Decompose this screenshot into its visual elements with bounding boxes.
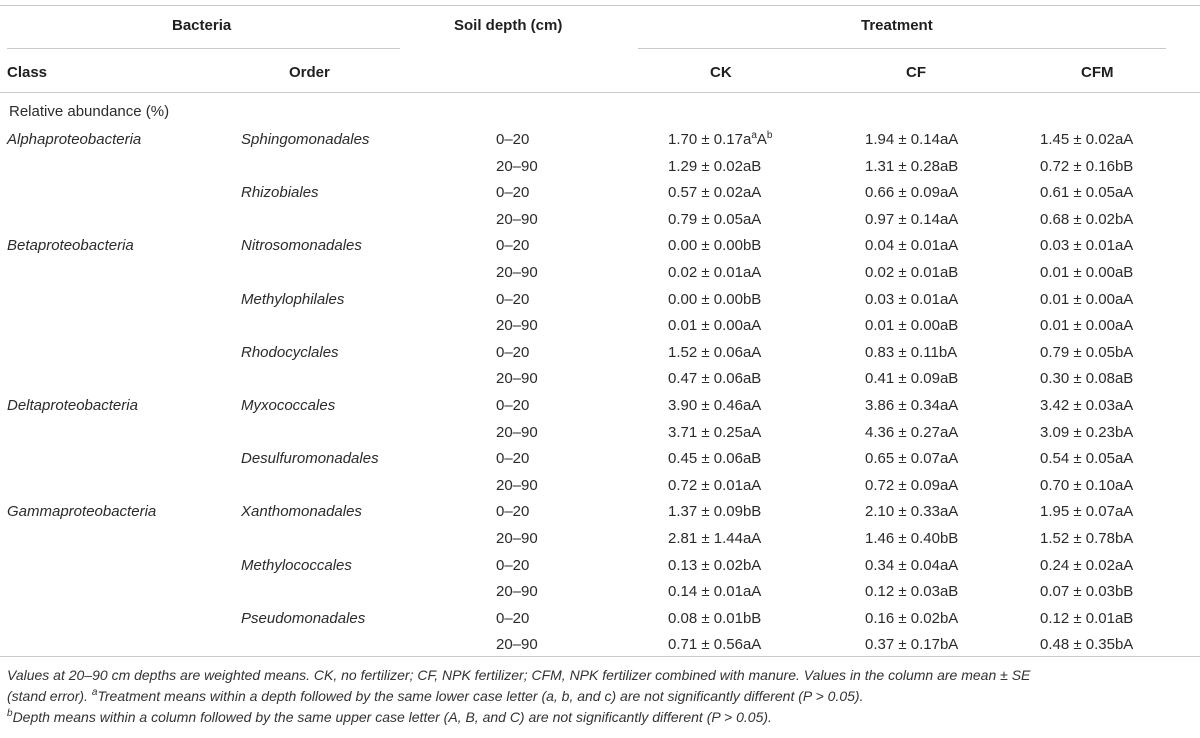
- cf-cell: 0.34 ± 0.04aA: [865, 557, 959, 574]
- class-cell: Gammaproteobacteria: [7, 503, 157, 520]
- header-bacteria: Bacteria: [172, 17, 232, 34]
- order-cell: Desulfuromonadales: [241, 450, 379, 467]
- ck-cell: 0.00 ± 0.00bB: [668, 237, 762, 254]
- footnote-2-text: Treatment means within a depth followed by the same lower case letter (a, b, and c) are not significantly different (P > 0.05).: [97, 688, 864, 704]
- cf-cell: 0.41 ± 0.09aB: [865, 370, 959, 387]
- cfm-cell: 0.01 ± 0.00aA: [1040, 291, 1134, 308]
- cf-cell: 0.83 ± 0.11bA: [865, 344, 958, 361]
- cf-cell: 0.37 ± 0.17bA: [865, 636, 959, 653]
- depth-cell: 20–90: [496, 211, 538, 228]
- order-cell: Rhizobiales: [241, 184, 319, 201]
- ck-cell: 0.13 ± 0.02bA: [668, 557, 762, 574]
- depth-cell: 0–20: [496, 450, 530, 467]
- cf-cell: 1.46 ± 0.40bB: [865, 530, 959, 547]
- depth-cell: 0–20: [496, 184, 530, 201]
- depth-cell: 20–90: [496, 317, 538, 334]
- ck-cell: 1.52 ± 0.06aA: [668, 344, 762, 361]
- cf-cell: 4.36 ± 0.27aA: [865, 424, 959, 441]
- depth-cell: 0–20: [496, 344, 530, 361]
- ck-cell: 0.72 ± 0.01aA: [668, 477, 762, 494]
- order-cell: Methylococcales: [241, 557, 352, 574]
- ck-cell: [668, 131, 772, 149]
- footnote-2-prefix: (stand error).: [7, 688, 88, 704]
- header-soil-depth: Soil depth (cm): [454, 17, 563, 34]
- footnote-line-3: [7, 707, 772, 727]
- cfm-cell: 1.52 ± 0.78bA: [1040, 530, 1134, 547]
- cfm-cell: 0.03 ± 0.01aA: [1040, 237, 1134, 254]
- cfm-cell: 1.95 ± 0.07aA: [1040, 503, 1134, 520]
- cf-cell: 2.10 ± 0.33aA: [865, 503, 959, 520]
- ck-cell: 1.37 ± 0.09bB: [668, 503, 762, 520]
- cf-cell: 0.66 ± 0.09aA: [865, 184, 959, 201]
- ck-cell: 0.57 ± 0.02aA: [668, 184, 762, 201]
- depth-cell: 20–90: [496, 636, 538, 653]
- depth-cell: 20–90: [496, 477, 538, 494]
- cf-cell: 1.31 ± 0.28aB: [865, 158, 959, 175]
- ck-cell: 0.47 ± 0.06aB: [668, 370, 762, 387]
- depth-cell: 20–90: [496, 583, 538, 600]
- cfm-cell: 3.09 ± 0.23bA: [1040, 424, 1134, 441]
- cfm-cell: 0.68 ± 0.02bA: [1040, 211, 1134, 228]
- cfm-cell: 0.30 ± 0.08aB: [1040, 370, 1134, 387]
- order-cell: Nitrosomonadales: [241, 237, 362, 254]
- cfm-cell: 0.07 ± 0.03bB: [1040, 583, 1134, 600]
- footnote-line-2: [7, 686, 863, 706]
- ck-cell: 0.14 ± 0.01aA: [668, 583, 762, 600]
- ck-cell: 3.90 ± 0.46aA: [668, 397, 762, 414]
- footnote-3-marker: b: [7, 708, 13, 719]
- cfm-cell: 0.24 ± 0.02aA: [1040, 557, 1134, 574]
- ck-cell: 0.01 ± 0.00aA: [668, 317, 762, 334]
- header-cfm: CFM: [1081, 64, 1114, 81]
- depth-cell: 0–20: [496, 397, 530, 414]
- ck-cell: 2.81 ± 1.44aA: [668, 530, 762, 547]
- cfm-cell: 0.12 ± 0.01aB: [1040, 610, 1134, 627]
- ck-cell: 0.00 ± 0.00bB: [668, 291, 762, 308]
- cf-cell: 0.12 ± 0.03aB: [865, 583, 959, 600]
- header-class: Class: [7, 64, 48, 81]
- cfm-cell: 0.61 ± 0.05aA: [1040, 184, 1134, 201]
- order-cell: Xanthomonadales: [241, 503, 362, 520]
- footnote-marker-a: a: [751, 130, 757, 141]
- bacteria-span-rule: [7, 48, 400, 49]
- section-label: Relative abundance (%): [9, 103, 170, 120]
- ck-cell: 0.08 ± 0.01bB: [668, 610, 762, 627]
- cf-cell: 0.72 ± 0.09aA: [865, 477, 959, 494]
- cfm-cell: 0.54 ± 0.05aA: [1040, 450, 1134, 467]
- ck-first-depth-letter: A: [756, 131, 767, 148]
- depth-cell: 0–20: [496, 291, 530, 308]
- footnote-marker-b: b: [766, 130, 773, 141]
- footnote-line-1: Values at 20–90 cm depths are weighted means. CK, no fertilizer; CF, NPK fertilizer; CFM, NPK fertilizer combined with manure. Values in the column are mean ± SE: [7, 667, 1031, 683]
- class-cell: Betaproteobacteria: [7, 237, 134, 254]
- cf-cell: 0.02 ± 0.01aB: [865, 264, 959, 281]
- depth-cell: 0–20: [496, 131, 530, 148]
- treatment-span-rule: [638, 48, 1166, 49]
- ck-cell: 0.02 ± 0.01aA: [668, 264, 762, 281]
- header-rule: [0, 92, 1200, 93]
- depth-cell: 20–90: [496, 158, 538, 175]
- cf-cell: 0.03 ± 0.01aA: [865, 291, 959, 308]
- cf-cell: 0.16 ± 0.02bA: [865, 610, 959, 627]
- cfm-cell: 0.48 ± 0.35bA: [1040, 636, 1134, 653]
- cf-cell: 0.01 ± 0.00aB: [865, 317, 959, 334]
- depth-cell: 0–20: [496, 610, 530, 627]
- ck-cell: 1.29 ± 0.02aB: [668, 158, 762, 175]
- order-cell: Rhodocyclales: [241, 344, 339, 361]
- depth-cell: 20–90: [496, 530, 538, 547]
- header-order: Order: [289, 64, 330, 81]
- ck-first-value: 1.70 ± 0.17a: [668, 131, 752, 148]
- depth-cell: 0–20: [496, 557, 530, 574]
- ck-cell: 3.71 ± 0.25aA: [668, 424, 762, 441]
- header-ck: CK: [710, 64, 732, 81]
- depth-cell: 0–20: [496, 503, 530, 520]
- cfm-cell: 0.72 ± 0.16bB: [1040, 158, 1134, 175]
- depth-cell: 20–90: [496, 370, 538, 387]
- ck-cell: 0.79 ± 0.05aA: [668, 211, 762, 228]
- order-cell: Methylophilales: [241, 291, 345, 308]
- ck-cell: 0.71 ± 0.56aA: [668, 636, 762, 653]
- cf-cell: 0.97 ± 0.14aA: [865, 211, 959, 228]
- cfm-cell: 1.45 ± 0.02aA: [1040, 131, 1134, 148]
- top-rule: [0, 5, 1200, 6]
- header-cf: CF: [906, 64, 926, 81]
- cfm-cell: 3.42 ± 0.03aA: [1040, 397, 1134, 414]
- order-cell: Myxococcales: [241, 397, 336, 414]
- depth-cell: 20–90: [496, 424, 538, 441]
- ck-cell: 0.45 ± 0.06aB: [668, 450, 762, 467]
- depth-cell: 0–20: [496, 237, 530, 254]
- bottom-rule: [0, 656, 1200, 657]
- order-cell: Sphingomonadales: [241, 131, 370, 148]
- cfm-cell: 0.01 ± 0.00aA: [1040, 317, 1134, 334]
- order-cell: Pseudomonadales: [241, 610, 366, 627]
- footnote-3-text: Depth means within a column followed by the same upper case letter (A, B, and C) are not significantly different (P > 0.05).: [12, 709, 772, 725]
- cf-cell: 0.65 ± 0.07aA: [865, 450, 959, 467]
- footnote-2-marker: a: [91, 687, 98, 698]
- cf-cell: 1.94 ± 0.14aA: [865, 131, 959, 148]
- header-treatment: Treatment: [861, 17, 933, 34]
- depth-cell: 20–90: [496, 264, 538, 281]
- class-cell: Deltaproteobacteria: [7, 397, 138, 414]
- cfm-cell: 0.70 ± 0.10aA: [1040, 477, 1134, 494]
- cfm-cell: 0.01 ± 0.00aB: [1040, 264, 1134, 281]
- cf-cell: 3.86 ± 0.34aA: [865, 397, 959, 414]
- cfm-cell: 0.79 ± 0.05bA: [1040, 344, 1134, 361]
- cf-cell: 0.04 ± 0.01aA: [865, 237, 959, 254]
- class-cell: Alphaproteobacteria: [7, 131, 142, 148]
